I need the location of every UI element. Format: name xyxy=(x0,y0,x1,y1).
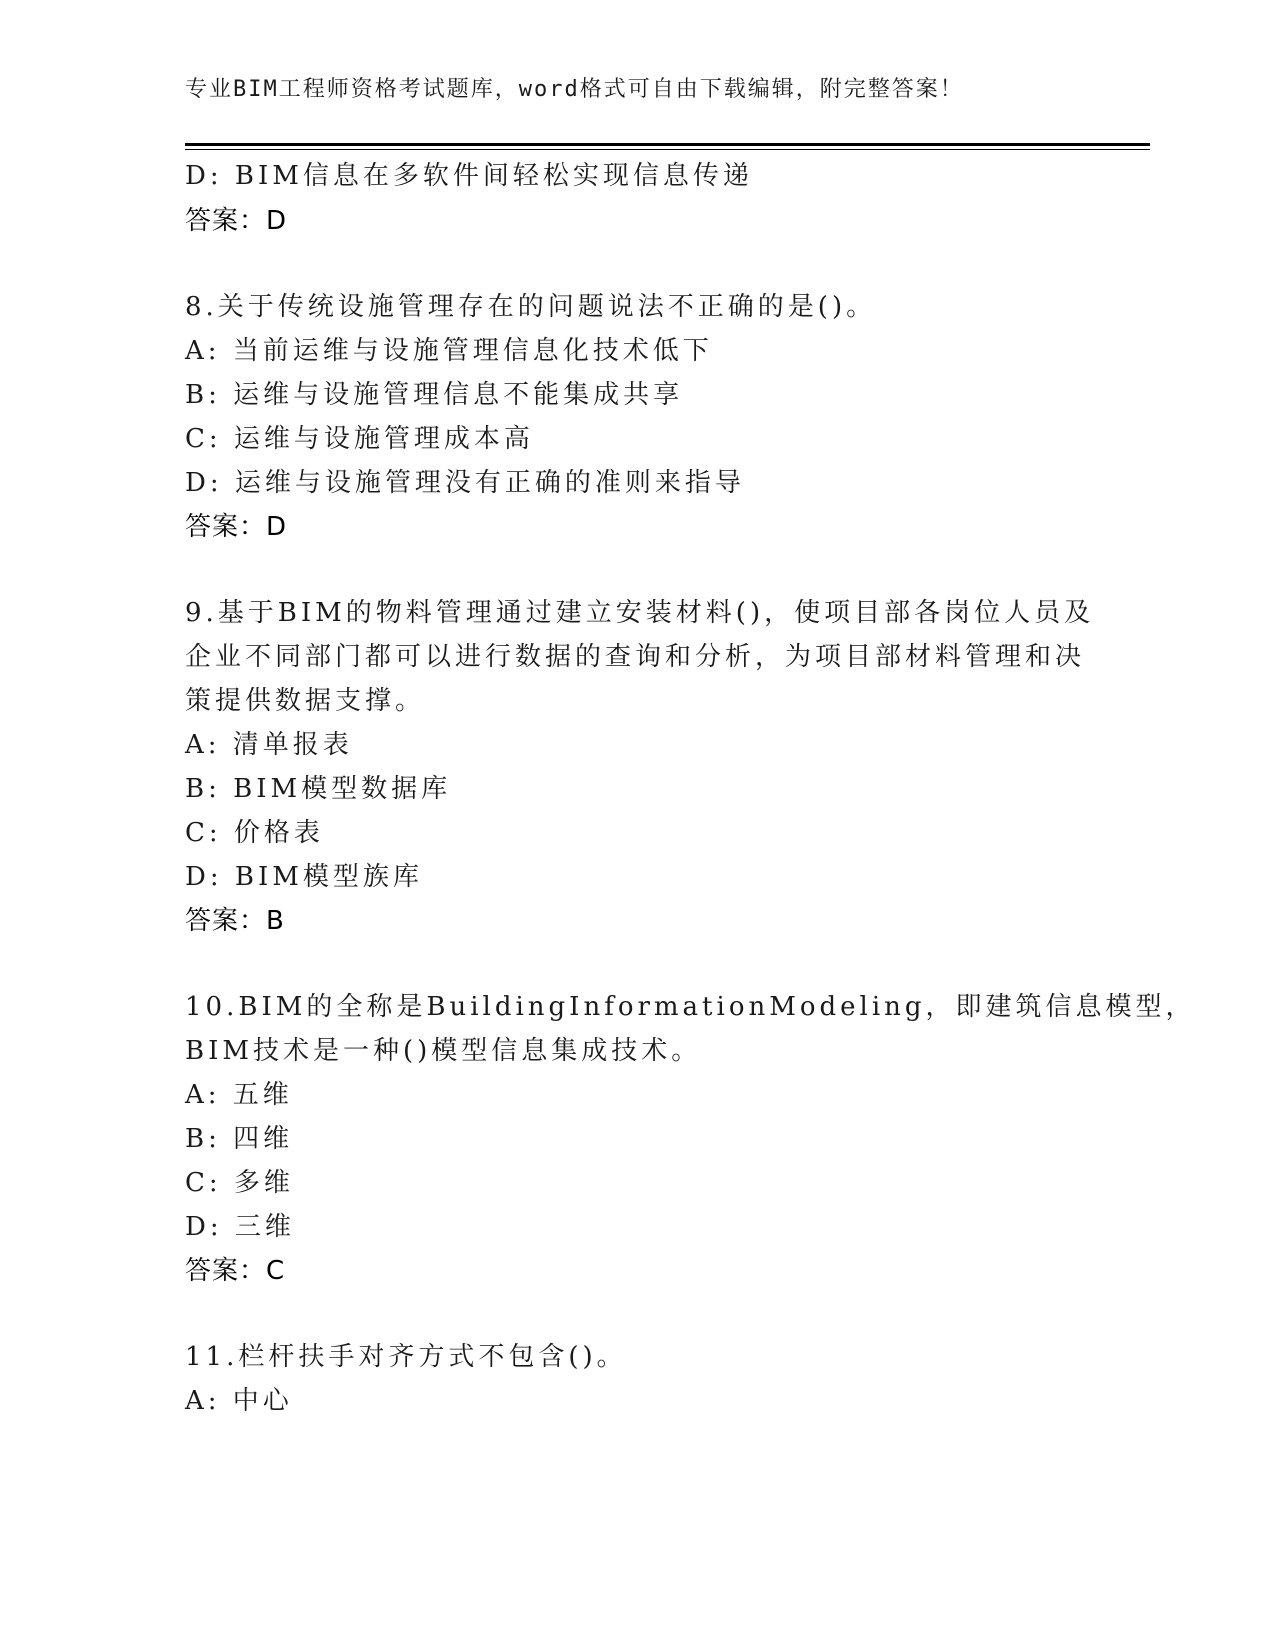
option-line: A: 中心 xyxy=(185,1386,293,1416)
question-line: 11.栏杆扶手对齐方式不包含()。 xyxy=(185,1342,627,1372)
option-line: D: 运维与设施管理没有正确的准则来指导 xyxy=(185,468,745,498)
option-line: C: 多维 xyxy=(185,1168,294,1198)
answer-line: 答案：D xyxy=(185,512,288,542)
question-line: 策提供数据支撑。 xyxy=(185,686,426,716)
question-line: BIM技术是一种()模型信息集成技术。 xyxy=(185,1036,702,1066)
option-line: D: BIM模型族库 xyxy=(185,862,423,892)
option-line: C: 运维与设施管理成本高 xyxy=(185,424,534,454)
option-line: D: 三维 xyxy=(185,1212,295,1242)
question-line: 9.基于BIM的物料管理通过建立安装材料()，使项目部各岗位人员及 xyxy=(185,598,1095,628)
option-line: B: 运维与设施管理信息不能集成共享 xyxy=(185,380,684,410)
option-line: A: 当前运维与设施管理信息化技术低下 xyxy=(185,336,713,366)
answer-line: 答案：D xyxy=(185,206,288,236)
question-line: 10.BIM的全称是BuildingInformationModeling，即建筑信息模型， xyxy=(185,992,1196,1022)
option-line: A: 清单报表 xyxy=(185,730,353,760)
answer-line: 答案：C xyxy=(185,1256,286,1286)
header-rule-thin xyxy=(185,149,1150,150)
page-header: 专业BIM工程师资格考试题库，word格式可自由下载编辑，附完整答案！ xyxy=(185,77,964,102)
option-line: C: 价格表 xyxy=(185,818,324,848)
answer-line: 答案：B xyxy=(185,906,285,936)
header-rule-thick xyxy=(185,143,1150,146)
question-line: 企业不同部门都可以进行数据的查询和分析，为项目部材料管理和决 xyxy=(185,642,1086,672)
option-line: A: 五维 xyxy=(185,1080,293,1110)
option-line: D: BIM信息在多软件间轻松实现信息传递 xyxy=(185,161,753,191)
question-line: 8.关于传统设施管理存在的问题说法不正确的是()。 xyxy=(185,292,877,322)
option-line: B: BIM模型数据库 xyxy=(185,774,452,804)
option-line: B: 四维 xyxy=(185,1124,294,1154)
